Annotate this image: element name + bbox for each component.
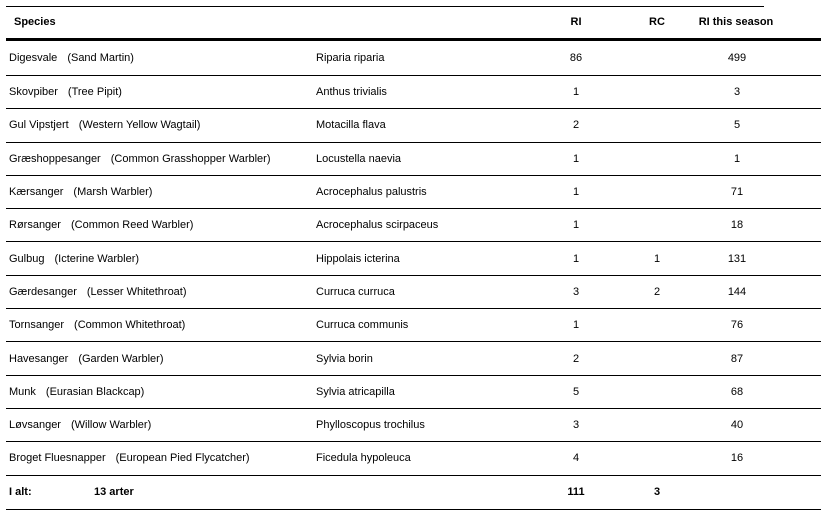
ri-season-value: 499 bbox=[727, 52, 747, 64]
ri-value: 1 bbox=[572, 152, 580, 165]
english-name: (Tree Pipit) bbox=[67, 86, 122, 99]
english-name: (Sand Martin) bbox=[67, 52, 134, 64]
latin-name: Curruca communis bbox=[316, 319, 409, 332]
ri-season-value: 1 bbox=[733, 152, 741, 165]
rc-value bbox=[632, 442, 682, 474]
species-table bbox=[6, 6, 821, 510]
danish-name: Rørsanger bbox=[9, 219, 61, 232]
header-ri: RI bbox=[570, 16, 582, 28]
english-name: (Common Grasshopper Warbler) bbox=[110, 152, 271, 165]
ri-season-value: 16 bbox=[730, 452, 744, 465]
table-row bbox=[6, 242, 821, 275]
header-rc: RC bbox=[649, 16, 665, 28]
english-name: (Marsh Warbler) bbox=[73, 186, 153, 199]
rc-value bbox=[632, 309, 682, 341]
danish-name: Broget Fluesnapper bbox=[9, 452, 106, 465]
ri-value: 1 bbox=[572, 319, 580, 332]
table-body bbox=[6, 41, 821, 476]
rc-value bbox=[632, 143, 682, 175]
ri-value: 2 bbox=[572, 352, 580, 365]
danish-name: Tornsanger bbox=[9, 319, 65, 332]
ri-value: 1 bbox=[572, 186, 580, 199]
table-row bbox=[6, 442, 821, 475]
rc-value bbox=[632, 76, 682, 108]
danish-name: Havesanger bbox=[9, 352, 69, 365]
total-label: I alt: bbox=[9, 486, 32, 499]
ri-value: 3 bbox=[572, 285, 580, 298]
ri-season-value: 144 bbox=[727, 285, 747, 298]
table-row bbox=[6, 209, 821, 242]
latin-name: Riparia riparia bbox=[316, 52, 385, 64]
ri-value: 1 bbox=[572, 252, 580, 265]
table-row bbox=[6, 376, 821, 409]
table-row bbox=[6, 143, 821, 176]
ri-season-value: 71 bbox=[730, 186, 744, 199]
rc-value bbox=[632, 376, 682, 408]
species-name bbox=[9, 209, 193, 241]
species-name bbox=[9, 376, 144, 408]
ri-value: 1 bbox=[572, 219, 580, 232]
table-row bbox=[6, 76, 821, 109]
species-name bbox=[9, 143, 270, 175]
ri-season-value: 76 bbox=[730, 319, 744, 332]
species-name bbox=[9, 242, 139, 274]
table-row bbox=[6, 276, 821, 309]
english-name: (Lesser Whitethroat) bbox=[86, 285, 187, 298]
species-name bbox=[9, 276, 187, 308]
rc-value bbox=[632, 109, 682, 141]
ri-season-value: 87 bbox=[730, 352, 744, 365]
species-name bbox=[9, 442, 250, 474]
english-name: (European Pied Flycatcher) bbox=[115, 452, 250, 465]
latin-name: Anthus trivialis bbox=[316, 86, 387, 99]
rc-value: 1 bbox=[653, 252, 661, 265]
table-row bbox=[6, 109, 821, 142]
ri-value: 3 bbox=[572, 419, 580, 432]
header-species: Species bbox=[14, 16, 56, 28]
english-name: (Western Yellow Wagtail) bbox=[78, 119, 201, 132]
total-species-count: 13 arter bbox=[94, 486, 134, 499]
species-name bbox=[9, 176, 152, 208]
danish-name: Gul Vipstjert bbox=[9, 119, 69, 132]
latin-name: Sylvia atricapilla bbox=[316, 385, 395, 398]
ri-season-value: 68 bbox=[730, 385, 744, 398]
ri-season-value: 3 bbox=[733, 86, 741, 99]
ri-value: 5 bbox=[572, 385, 580, 398]
species-name bbox=[9, 409, 151, 441]
rc-value bbox=[632, 209, 682, 241]
latin-name: Acrocephalus scirpaceus bbox=[316, 219, 439, 232]
danish-name: Løvsanger bbox=[9, 419, 61, 432]
header-ri-season: RI this season bbox=[698, 16, 774, 28]
ri-value: 1 bbox=[572, 86, 580, 99]
rc-value bbox=[632, 409, 682, 441]
english-name: (Garden Warbler) bbox=[78, 352, 164, 365]
table-row bbox=[6, 342, 821, 375]
ri-value: 2 bbox=[572, 119, 580, 132]
latin-name: Curruca curruca bbox=[316, 285, 395, 298]
ri-season-value: 40 bbox=[730, 419, 744, 432]
english-name: (Icterine Warbler) bbox=[54, 252, 140, 265]
table-row bbox=[6, 176, 821, 209]
rc-value bbox=[632, 342, 682, 374]
danish-name: Gærdesanger bbox=[9, 285, 77, 298]
ri-value: 86 bbox=[569, 52, 583, 64]
table-row bbox=[6, 41, 821, 76]
latin-name: Hippolais icterina bbox=[316, 252, 400, 265]
ri-season-value: 131 bbox=[727, 252, 747, 265]
latin-name: Locustella naevia bbox=[316, 152, 402, 165]
danish-name: Skovpiber bbox=[9, 86, 58, 99]
danish-name: Gulbug bbox=[9, 252, 45, 265]
species-name bbox=[9, 109, 200, 141]
total-row bbox=[6, 476, 821, 510]
latin-name: Sylvia borin bbox=[316, 352, 373, 365]
species-name bbox=[9, 76, 122, 108]
rc-value bbox=[632, 176, 682, 208]
english-name: (Willow Warbler) bbox=[70, 419, 152, 432]
ri-season-value: 5 bbox=[733, 119, 741, 132]
danish-name: Græshoppesanger bbox=[9, 152, 101, 165]
english-name: (Eurasian Blackcap) bbox=[45, 385, 145, 398]
table-row bbox=[6, 309, 821, 342]
table-header bbox=[6, 6, 821, 41]
ri-value: 4 bbox=[572, 452, 580, 465]
species-name bbox=[9, 342, 164, 374]
species-name bbox=[9, 41, 134, 75]
latin-name: Acrocephalus palustris bbox=[316, 186, 427, 199]
latin-name: Motacilla flava bbox=[316, 119, 386, 132]
total-ri: 111 bbox=[567, 486, 585, 499]
danish-name: Kærsanger bbox=[9, 186, 64, 199]
danish-name: Munk bbox=[9, 385, 36, 398]
danish-name: Digesvale bbox=[9, 52, 58, 64]
english-name: (Common Whitethroat) bbox=[74, 319, 186, 332]
latin-name: Ficedula hypoleuca bbox=[316, 452, 411, 465]
total-rc: 3 bbox=[653, 486, 661, 499]
species-name bbox=[9, 309, 185, 341]
table-row bbox=[6, 409, 821, 442]
ri-season-value: 18 bbox=[730, 219, 744, 232]
english-name: (Common Reed Warbler) bbox=[70, 219, 194, 232]
rc-value: 2 bbox=[653, 285, 661, 298]
rc-value bbox=[632, 41, 682, 75]
latin-name: Phylloscopus trochilus bbox=[316, 419, 425, 432]
